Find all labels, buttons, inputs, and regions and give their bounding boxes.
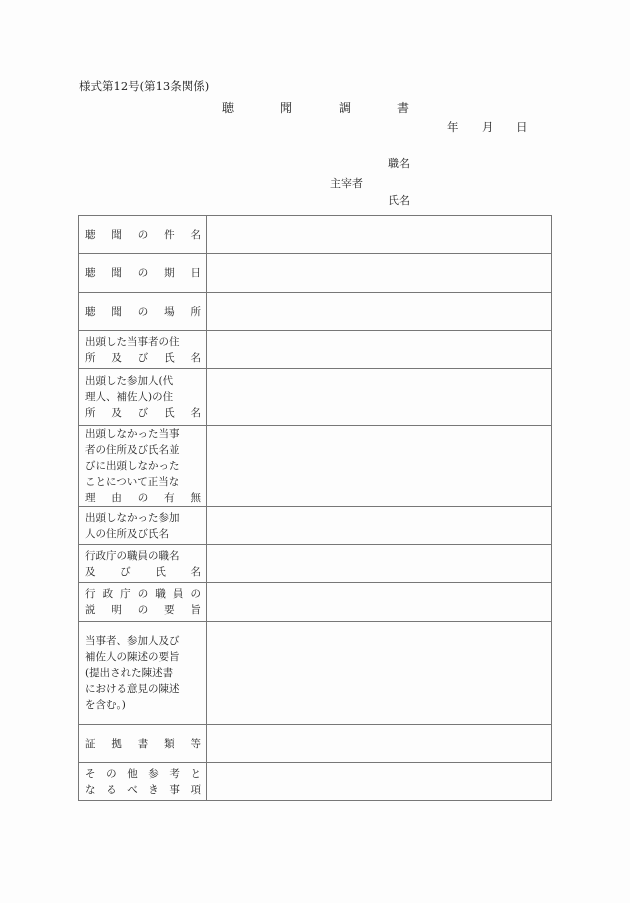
label-line xyxy=(85,373,201,389)
row-value-field[interactable] xyxy=(207,763,552,801)
label-char: 及 xyxy=(111,407,122,419)
label-line xyxy=(85,426,201,442)
table-row xyxy=(79,369,552,426)
label-char: 考 xyxy=(169,767,180,780)
label-line xyxy=(85,304,201,320)
label-char: 件 xyxy=(164,228,175,241)
label-char: 聞 xyxy=(111,267,122,279)
label-line xyxy=(85,227,201,243)
label-char: の xyxy=(190,588,201,600)
label-char: び xyxy=(120,565,131,578)
label-char: 場 xyxy=(164,305,175,318)
label-line xyxy=(85,405,201,421)
label-char: 所 xyxy=(85,351,96,364)
label-char: 行 xyxy=(85,588,96,600)
date-day-label: 日 xyxy=(516,120,528,134)
label-text: (提出された陳述書 xyxy=(85,667,174,679)
label-text: を含む。) xyxy=(85,699,126,711)
label-char: 有 xyxy=(164,492,175,504)
row-value-field[interactable] xyxy=(207,426,552,507)
label-text: 出頭した参加人(代 xyxy=(85,375,174,387)
label-text: 人の住所及び氏名 xyxy=(85,527,169,540)
label-char: の xyxy=(137,604,149,616)
label-char: 氏 xyxy=(155,565,166,578)
label-char: 類 xyxy=(164,737,175,750)
label-char: 他 xyxy=(127,767,138,780)
date-year-label: 年 xyxy=(447,120,459,134)
row-value-field[interactable] xyxy=(207,254,552,293)
label-char: の xyxy=(137,228,149,241)
label-char: 名 xyxy=(190,407,201,419)
label-char: 聴 xyxy=(85,228,96,241)
row-value-field[interactable] xyxy=(207,331,552,369)
row-label xyxy=(79,426,207,507)
row-label xyxy=(79,369,207,426)
name-label: 氏名 xyxy=(388,194,410,207)
label-char: 所 xyxy=(85,407,96,419)
label-line xyxy=(85,526,201,542)
label-char: 庁 xyxy=(120,588,131,600)
label-line xyxy=(85,766,201,782)
label-text: 理人、補佐人)の住 xyxy=(85,391,174,403)
label-char: 書 xyxy=(137,737,149,750)
label-char: 氏 xyxy=(164,407,175,419)
label-line xyxy=(85,442,201,458)
label-line xyxy=(85,458,201,474)
label-line xyxy=(85,334,201,350)
row-label xyxy=(79,622,207,725)
label-char: 及 xyxy=(111,351,122,364)
label-char: 事 xyxy=(169,783,180,796)
label-char: 拠 xyxy=(111,737,122,750)
label-char: 職 xyxy=(155,588,166,600)
label-line xyxy=(85,633,201,649)
label-line xyxy=(85,350,201,366)
label-char: 名 xyxy=(190,565,201,578)
label-line xyxy=(85,548,201,564)
label-char: の xyxy=(137,267,149,279)
label-char: の xyxy=(137,492,149,504)
label-char: 聞 xyxy=(111,305,122,318)
row-label xyxy=(79,763,207,801)
label-line xyxy=(85,564,201,580)
label-char: 理 xyxy=(85,492,96,504)
label-char: 項 xyxy=(190,783,201,796)
label-line xyxy=(85,510,201,526)
presider-label: 主宰者 xyxy=(330,177,363,190)
label-line xyxy=(85,649,201,665)
label-char: 旨 xyxy=(190,604,201,616)
label-char: 氏 xyxy=(164,351,175,364)
row-label xyxy=(79,725,207,763)
label-char: 参 xyxy=(148,767,159,780)
label-line xyxy=(85,736,201,752)
label-line xyxy=(85,697,201,713)
label-char: 明 xyxy=(111,604,122,616)
label-text: 出頭しなかった当事 xyxy=(85,428,180,440)
table-row xyxy=(79,725,552,763)
label-char: の xyxy=(137,588,149,600)
label-line xyxy=(85,474,201,490)
row-label xyxy=(79,583,207,622)
form-number: 様式第12号(第13条関係) xyxy=(79,79,210,93)
label-char: な xyxy=(85,783,96,796)
table-row xyxy=(79,216,552,254)
row-value-field[interactable] xyxy=(207,545,552,583)
position-label: 職名 xyxy=(388,157,410,170)
label-char: 名 xyxy=(190,228,201,241)
label-text: 補佐人の陳述の要旨 xyxy=(85,651,180,663)
row-label xyxy=(79,331,207,369)
label-char: 無 xyxy=(190,492,201,504)
row-value-field[interactable] xyxy=(207,216,552,254)
label-line xyxy=(85,265,201,281)
table-row xyxy=(79,622,552,725)
row-value-field[interactable] xyxy=(207,369,552,426)
row-label xyxy=(79,545,207,583)
label-char: び xyxy=(137,407,149,419)
label-char: の xyxy=(106,767,117,780)
table-row xyxy=(79,507,552,545)
title-char: 聞 xyxy=(280,101,293,115)
title-char: 調 xyxy=(339,101,352,115)
row-value-field[interactable] xyxy=(207,583,552,622)
label-char: 聴 xyxy=(85,305,96,318)
row-label xyxy=(79,507,207,545)
label-char: び xyxy=(137,351,149,364)
label-line xyxy=(85,665,201,681)
label-line xyxy=(85,782,201,798)
row-value-field[interactable] xyxy=(207,293,552,331)
label-char: 政 xyxy=(102,588,114,600)
table-row xyxy=(79,583,552,622)
label-line xyxy=(85,586,201,602)
label-char: 等 xyxy=(190,737,201,750)
label-line xyxy=(85,681,201,697)
label-char: べ xyxy=(127,783,138,796)
label-char: き xyxy=(148,783,159,796)
label-char: 聴 xyxy=(85,267,96,279)
table-row xyxy=(79,426,552,507)
label-text: びに出頭しなかった xyxy=(85,460,180,472)
label-char: の xyxy=(137,305,149,318)
table-row xyxy=(79,254,552,293)
label-char: 期 xyxy=(164,267,175,279)
label-char: と xyxy=(190,767,201,780)
label-char: る xyxy=(106,783,117,796)
row-value-field[interactable] xyxy=(207,622,552,725)
label-line xyxy=(85,490,201,506)
label-text: における意見の陳述 xyxy=(85,683,180,695)
row-value-field[interactable] xyxy=(207,725,552,763)
label-char: 要 xyxy=(164,604,175,616)
label-char: 名 xyxy=(190,351,201,364)
table-row xyxy=(79,545,552,583)
label-text: 当事者、参加人及び xyxy=(85,635,180,647)
date-month-label: 月 xyxy=(482,120,494,134)
label-text: 者の住所及び氏名並 xyxy=(85,444,180,456)
title-char: 書 xyxy=(397,101,410,115)
label-char: 説 xyxy=(85,604,96,616)
label-char: 由 xyxy=(111,492,122,504)
label-text: ことについて正当な xyxy=(85,476,180,488)
label-text: 出頭しなかった参加 xyxy=(85,511,180,524)
row-label xyxy=(79,216,207,254)
label-char: 証 xyxy=(85,737,96,750)
label-char: そ xyxy=(85,767,96,780)
row-label xyxy=(79,254,207,293)
label-char: 日 xyxy=(190,267,201,279)
row-value-field[interactable] xyxy=(207,507,552,545)
label-char: 聞 xyxy=(111,228,122,241)
table-row xyxy=(79,331,552,369)
label-char: 所 xyxy=(190,305,201,318)
label-char: 員 xyxy=(172,588,184,600)
label-char: 及 xyxy=(85,565,96,578)
table-row xyxy=(79,763,552,801)
table-row xyxy=(79,293,552,331)
label-text: 行政庁の職員の職名 xyxy=(85,549,180,562)
label-text: 出頭した当事者の住 xyxy=(85,335,180,348)
row-label xyxy=(79,293,207,331)
label-line xyxy=(85,389,201,405)
hearing-record-table xyxy=(78,215,552,801)
label-line xyxy=(85,602,201,618)
title-char: 聴 xyxy=(222,101,235,115)
